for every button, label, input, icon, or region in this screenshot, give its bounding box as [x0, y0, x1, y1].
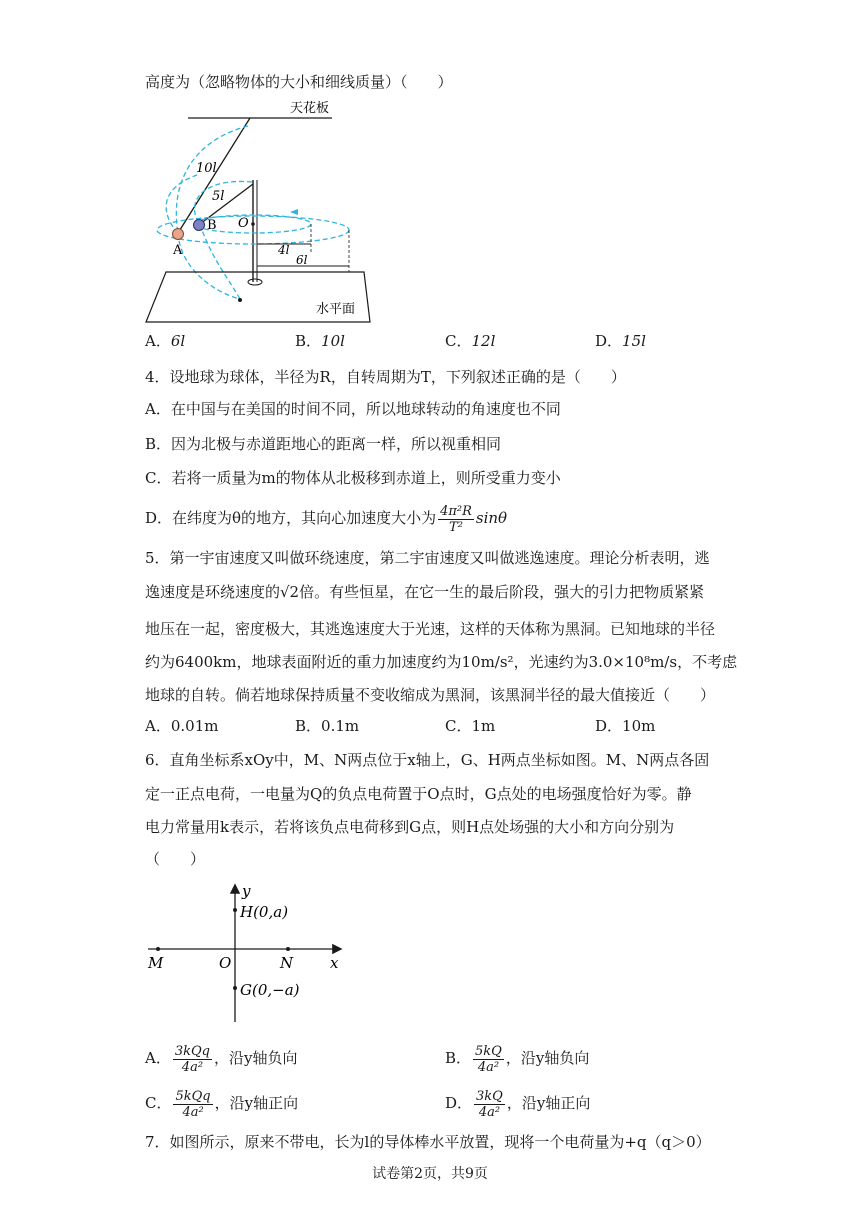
page-footer: 试卷第2页，共9页 [372, 1166, 488, 1182]
ball-a [173, 229, 184, 240]
q4-option-a-text: 在中国与在美国的时间不同，所以地球转动的角速度也不同 [170, 400, 561, 418]
short-string-label: 5l [212, 189, 225, 204]
q5-line-1: 5．第一宇宙速度又叫做环绕速度，第二宇宙速度又叫做逃逸速度。理论分析表明，逃 [145, 549, 710, 567]
pole-base [248, 279, 262, 285]
q4-option-a[interactable] [145, 399, 561, 419]
q5-option-c[interactable] [445, 716, 495, 736]
q6-option-b-letter: B． [445, 1049, 472, 1067]
q5-option-d-text: 10m [622, 717, 656, 735]
q3-stem-tail: 高度为（忽略物体的大小和细线质量）（ ） [145, 73, 453, 91]
q6-option-b-fraction [473, 1044, 504, 1075]
q7-stem: 7．如图所示，原来不带电，长为l的导体棒水平放置，现将一个电荷量为+q（q＞0） [145, 1133, 711, 1151]
center-label: O [238, 216, 249, 231]
point-m-dot [156, 947, 160, 951]
q6-option-d[interactable] [445, 1085, 590, 1121]
q6-option-c-denominator: 4a² [182, 1104, 204, 1120]
point-n-dot [286, 947, 290, 951]
q5-line-5: 地球的自转。倘若地球保持质量不变收缩成为黑洞，该黑洞半径的最大值接近（ ） [145, 686, 716, 704]
q6-line-1: 6．直角坐标系xOy中，M、N两点位于x轴上，G、H两点坐标如图。M、N两点各固 [145, 751, 710, 769]
q6-option-b-denominator: 4a² [477, 1059, 500, 1075]
y-axis-label: y [242, 882, 251, 900]
point-g-dot [233, 986, 237, 990]
q5-option-a-letter: A． [145, 717, 171, 735]
q6-line-4: （ ） [145, 850, 206, 868]
q4-option-a-letter: A． [145, 400, 171, 418]
point-g-label: G(0,−a) [240, 981, 300, 999]
q5-option-a-text: 0.01m [170, 717, 219, 735]
long-string-label: 10l [196, 161, 217, 176]
ball-a-label: A [173, 243, 183, 258]
q6-option-c[interactable] [145, 1085, 298, 1121]
q3-option-b-letter: B． [295, 332, 322, 350]
q6-option-d-text: ，沿y轴正向 [506, 1094, 591, 1112]
dist-4-label: 4l [278, 243, 290, 257]
q5-option-d[interactable] [595, 716, 655, 736]
q4-option-c-letter: C． [145, 469, 172, 487]
q3-option-a[interactable] [145, 331, 185, 351]
q6-line-3: 电力常量用k表示，若将该负点电荷移到G点，则H点处场强的大小和方向分别为 [145, 818, 675, 836]
point-h-dot [233, 908, 237, 912]
dist-6-label: 6l [296, 253, 308, 267]
q3-option-d[interactable] [595, 331, 646, 351]
q6-option-b[interactable] [445, 1040, 589, 1076]
q5-option-b-letter: B． [295, 717, 322, 735]
arrow-marker [290, 209, 298, 215]
q6-option-d-numerator: 3kQ [476, 1088, 503, 1104]
point-n-label: N [280, 954, 294, 972]
q6-option-d-letter: D． [445, 1094, 473, 1112]
q3-option-a-letter: A． [145, 332, 171, 350]
q6-option-d-denominator: 4a² [478, 1104, 501, 1120]
q4-option-d[interactable] [145, 500, 507, 536]
q6-line-2: 定一正点电荷，一电量为Q的负点电荷置于O点时，G点处的电场强度恰好为零。静 [145, 785, 692, 803]
q3-option-c-letter: C． [445, 332, 472, 350]
q3-figure [140, 96, 380, 328]
point-h-label: H(0,a) [240, 903, 289, 921]
q6-option-c-text: ，沿y轴正向 [214, 1094, 299, 1112]
q6-option-a-numerator: 3kQq [174, 1043, 210, 1059]
q5-option-a[interactable] [145, 716, 218, 736]
x-axis-label: x [330, 954, 339, 972]
q6-option-b-text: ，沿y轴负向 [505, 1049, 590, 1067]
q6-option-a-denominator: 4a² [181, 1059, 204, 1075]
q4-option-d-sin: sinθ [475, 509, 508, 527]
ball-b [194, 220, 205, 231]
q4-option-d-text: 在纬度为θ的地方，其向心加速度大小为 [172, 509, 437, 527]
q5-option-b-text: 0.1m [321, 717, 360, 735]
q3-option-b-text: 10l [321, 332, 345, 350]
landing-point [238, 298, 242, 302]
q6-option-c-fraction [173, 1089, 212, 1120]
q4-option-b-text: 因为北极与赤道距地心的距离一样，所以视重相同 [171, 435, 502, 453]
q4-option-d-numerator: 4π²R [440, 503, 472, 519]
q3-option-a-text: 6l [170, 332, 186, 350]
q6-option-a-fraction [173, 1044, 212, 1075]
q3-option-d-text: 15l [622, 332, 646, 350]
q6-option-d-fraction [474, 1089, 505, 1120]
q4-option-d-denominator: T² [449, 519, 463, 535]
point-m-label: M [148, 954, 164, 972]
q4-option-d-fraction [438, 504, 474, 535]
q5-line-3: 地压在一起，密度极大，其逃逸速度大于光速，这样的天体称为黑洞。已知地球的半径 [145, 620, 716, 638]
q4-option-c[interactable] [145, 468, 561, 488]
point-o-label: O [219, 954, 232, 972]
q5-line-4: 约为6400km，地球表面附近的重力加速度约为10m/s²，光速约为3.0×10⁸m/s，不考虑 [145, 653, 738, 671]
q4-option-d-letter: D． [145, 509, 173, 527]
q5-option-c-letter: C． [445, 717, 472, 735]
q6-option-c-numerator: 5kQq [175, 1088, 211, 1104]
q4-option-b-letter: B． [145, 435, 172, 453]
q3-option-d-letter: D． [595, 332, 623, 350]
ceiling-label: 天花板 [290, 101, 330, 116]
q6-figure [140, 880, 360, 1030]
floor-label: 水平面 [316, 302, 356, 317]
q4-option-c-text: 若将一质量为m的物体从北极移到赤道上，则所受重力变小 [171, 469, 561, 487]
q5-option-b[interactable] [295, 716, 359, 736]
q6-option-b-numerator: 5kQ [475, 1043, 502, 1059]
q5-line-2: 逸速度是环绕速度的√2倍。有些恒星，在它一生的最后阶段，强大的引力把物质紧紧 [145, 583, 705, 601]
q4-option-b[interactable] [145, 434, 501, 454]
q3-option-c-text: 12l [471, 332, 496, 350]
q3-option-b[interactable] [295, 331, 345, 351]
q5-option-c-text: 1m [471, 717, 496, 735]
q6-option-a-text: ，沿y轴负向 [213, 1049, 298, 1067]
q4-stem: 4．设地球为球体，半径为R，自转周期为T，下列叙述正确的是（ ） [145, 368, 626, 386]
q5-option-d-letter: D． [595, 717, 623, 735]
q6-option-c-letter: C． [145, 1094, 172, 1112]
center-point [251, 222, 255, 226]
q3-option-c[interactable] [445, 331, 495, 351]
ball-b-label: B [207, 218, 217, 233]
q6-option-a-letter: A． [145, 1049, 171, 1067]
q6-option-a[interactable] [145, 1040, 297, 1076]
